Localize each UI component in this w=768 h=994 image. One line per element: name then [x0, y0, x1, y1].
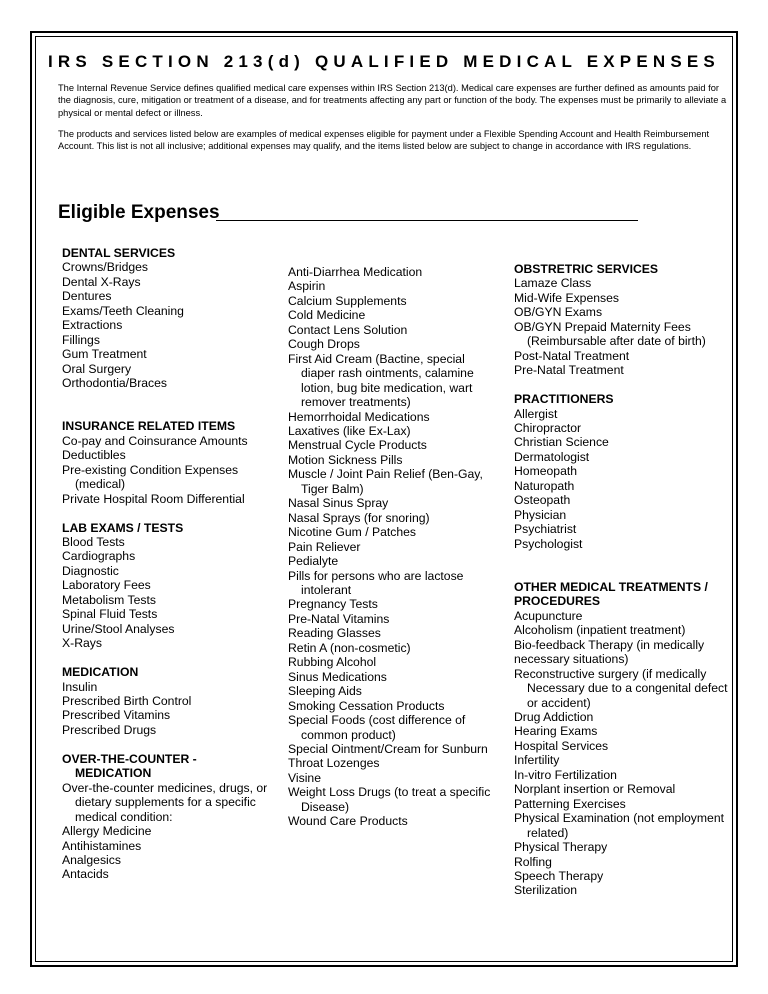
list-item: Necessary due to a congenital defect	[527, 681, 728, 696]
section-over-the-counter-medication	[62, 752, 277, 882]
list-item: Pre-existing Condition Expenses	[62, 462, 239, 477]
list-item: Nicotine Gum / Patches	[288, 525, 417, 540]
section-other-medical-treatments	[514, 580, 736, 898]
list-item: Homeopath	[514, 464, 578, 479]
section-dental-services	[62, 246, 277, 391]
list-item: Smoking Cessation Products	[288, 698, 445, 713]
list-item: Speech Therapy	[514, 868, 604, 883]
list-item: Nasal Sprays (for snoring)	[288, 510, 430, 525]
list-item: Acupuncture	[514, 608, 583, 623]
section-heading: OBSTRETRIC SERVICES	[514, 262, 659, 276]
list-item: Prescribed Birth Control	[62, 693, 192, 708]
section-practitioners	[514, 392, 736, 551]
list-item: Laxatives (like Ex-Lax)	[288, 423, 411, 438]
section-heading: OVER-THE-COUNTER -	[62, 751, 197, 766]
list-item: Fillings	[62, 332, 100, 347]
list-item: Aspirin	[288, 279, 326, 294]
list-item: Insulin	[62, 679, 98, 694]
list-item: Cough Drops	[288, 337, 360, 352]
section-heading: PRACTITIONERS	[514, 392, 614, 407]
list-item: Cold Medicine	[288, 308, 366, 323]
list-item: Allergist	[514, 406, 558, 421]
intro-paragraph-definition: The Internal Revenue Service defines qualified medical care expenses within IRS Section 213(d). Medical care expenses are further defined as amounts paid for the diagnosis, cure, mitigation or treatment of a disease, and for treatments affecting any part or function of the body. The expenses must be primarily to alleviate a physical or mental defect or illness.	[58, 83, 727, 118]
list-item: Chiropractor	[514, 420, 582, 435]
section-heading: DENTAL SERVICES	[62, 246, 176, 260]
list-item: Prescribed Vitamins	[62, 708, 171, 723]
list-item: intolerant	[301, 582, 352, 597]
list-item: diaper rash ointments, calamine	[301, 366, 474, 381]
heading-underline	[216, 220, 638, 221]
list-item: Physical Examination (not employment	[514, 811, 724, 826]
list-item: or accident)	[527, 695, 591, 710]
list-item: Exams/Teeth Cleaning	[62, 303, 184, 318]
list-item: Nasal Sinus Spray	[288, 496, 389, 511]
list-item: medical condition:	[75, 809, 173, 824]
list-item: Hemorrhoidal Medications	[288, 409, 430, 424]
list-item: Physician	[514, 507, 567, 522]
list-item: dietary supplements for a specific	[75, 795, 256, 810]
list-item: Pills for persons who are lactose	[288, 568, 464, 583]
list-item: Infertility	[514, 753, 560, 768]
section-heading-continued: PROCEDURES	[514, 594, 601, 609]
list-item: Special Foods (cost difference of	[288, 713, 466, 728]
list-item: Physical Therapy	[514, 840, 608, 855]
list-item: Motion Sickness Pills	[288, 452, 403, 467]
list-item: Pedialyte	[288, 554, 339, 569]
list-item: Dentures	[62, 289, 112, 304]
intro-paragraph-disclaimer: The products and services listed below are examples of medical expenses eligible for payment under a Flexible Spending Account and Health Reimbursement Account. This list is not all inclusive; additional expenses may qualify, and the items listed below are subject to change in accordance with IRS regulations.	[58, 129, 710, 152]
section-heading: LAB EXAMS / TESTS	[62, 520, 184, 535]
list-item: Hearing Exams	[514, 724, 598, 739]
list-item: Pain Reliever	[288, 539, 361, 554]
list-item: (medical)	[75, 477, 126, 492]
section-heading: MEDICATION	[62, 665, 139, 680]
list-item: Mid-Wife Expenses	[514, 290, 619, 305]
list-item: Muscle / Joint Pain Relief (Ben-Gay,	[288, 467, 483, 482]
list-item: Analgesics	[62, 852, 121, 867]
list-item: Diagnostic	[62, 563, 119, 578]
section-heading: INSURANCE RELATED ITEMS	[62, 419, 236, 434]
section-insurance-related-items	[62, 419, 277, 506]
list-item: Sterilization	[514, 883, 577, 898]
section-heading-continued: MEDICATION	[75, 766, 152, 781]
list-item: Throat Lozenges	[288, 756, 380, 771]
list-item: Pregnancy Tests	[288, 597, 378, 612]
list-item: Cardiographs	[62, 549, 136, 564]
list-item: necessary situations)	[514, 652, 629, 667]
document-title: IRS SECTION 213(d) QUALIFIED MEDICAL EXPENSES	[48, 52, 720, 71]
list-item: X-Rays	[62, 636, 102, 651]
list-item: Over-the-counter medicines, drugs, or	[62, 780, 268, 795]
list-item: Dermatologist	[514, 449, 590, 464]
list-item: Allergy Medicine	[62, 824, 152, 839]
list-item: Co-pay and Coinsurance Amounts	[62, 433, 248, 448]
list-item: Lamaze Class	[514, 276, 592, 291]
section-lab-exams-tests	[62, 521, 277, 651]
list-item: Orthodontia/Braces	[62, 376, 168, 391]
list-item: Dental X-Rays	[62, 274, 141, 289]
list-item: Contact Lens Solution	[288, 322, 408, 337]
list-item: Deductibles	[62, 448, 126, 463]
list-item: Blood Tests	[62, 535, 125, 550]
list-item: Reading Glasses	[288, 626, 381, 641]
list-item: Alcoholism (inpatient treatment)	[514, 623, 686, 638]
list-item: Pre-Natal Vitamins	[288, 611, 390, 626]
list-item: Visine	[288, 770, 321, 785]
list-item: Tiger Balm)	[301, 481, 364, 496]
list-item: Antacids	[62, 867, 109, 882]
list-item: Extractions	[62, 318, 123, 333]
list-item: lotion, bug bite medication, wart	[301, 380, 473, 395]
list-item: Metabolism Tests	[62, 592, 156, 607]
list-item: common product)	[301, 727, 396, 742]
section-heading: OTHER MEDICAL TREATMENTS /	[514, 579, 708, 594]
list-item: related)	[527, 825, 569, 840]
list-item: Crowns/Bridges	[62, 260, 149, 275]
list-item: Reconstructive surgery (if medically	[514, 666, 707, 681]
list-item: Pre-Natal Treatment	[514, 363, 624, 378]
list-item: Norplant insertion or Removal	[514, 782, 676, 797]
column-left	[62, 246, 277, 882]
list-item: First Aid Cream (Bactine, special	[288, 351, 465, 366]
list-item: Retin A (non-cosmetic)	[288, 640, 411, 655]
section-medication	[62, 665, 277, 737]
list-item: Weight Loss Drugs (to treat a specific	[288, 785, 491, 800]
list-item: (Reimbursable after date of birth)	[527, 334, 706, 349]
list-item: remover treatments)	[301, 395, 411, 410]
list-item: Christian Science	[514, 435, 609, 450]
list-item: Spinal Fluid Tests	[62, 607, 158, 622]
list-item: OB/GYN Exams	[514, 305, 603, 320]
list-item: Psychologist	[514, 536, 583, 551]
list-item: Urine/Stool Analyses	[62, 621, 175, 636]
list-item: Bio-feedback Therapy (in medically	[514, 637, 705, 652]
eligible-expenses-heading: Eligible Expenses	[58, 202, 220, 223]
list-item: OB/GYN Prepaid Maternity Fees	[514, 319, 691, 334]
list-item: Anti-Diarrhea Medication	[288, 265, 423, 279]
list-item: Drug Addiction	[514, 710, 594, 724]
list-item: Sinus Medications	[288, 669, 387, 684]
list-item: Menstrual Cycle Products	[288, 438, 427, 453]
list-item: Sleeping Aids	[288, 684, 362, 699]
list-item: Osteopath	[514, 493, 571, 508]
list-item: Rolfing	[514, 854, 552, 869]
column-middle-otc-continued	[288, 265, 508, 829]
list-item: Psychiatrist	[514, 522, 577, 537]
section-obstetric-services	[514, 262, 736, 378]
list-item: Disease)	[301, 799, 350, 814]
list-item: Patterning Exercises	[514, 796, 626, 811]
list-item: Laboratory Fees	[62, 578, 151, 593]
list-item: Hospital Services	[514, 738, 609, 753]
list-item: Gum Treatment	[62, 347, 147, 362]
list-item: Post-Natal Treatment	[514, 348, 630, 363]
list-item: Oral Surgery	[62, 361, 132, 376]
list-item: In-vitro Fertilization	[514, 767, 617, 782]
list-item: Prescribed Drugs	[62, 722, 157, 737]
list-item: Wound Care Products	[288, 814, 408, 829]
list-item: Antihistamines	[62, 838, 142, 853]
list-item: Naturopath	[514, 478, 575, 493]
list-item: Calcium Supplements	[288, 293, 407, 308]
list-item: Special Ointment/Cream for Sunburn	[288, 741, 488, 756]
list-item: Rubbing Alcohol	[288, 655, 377, 670]
list-item: Private Hospital Room Differential	[62, 491, 245, 506]
column-right	[514, 262, 736, 898]
